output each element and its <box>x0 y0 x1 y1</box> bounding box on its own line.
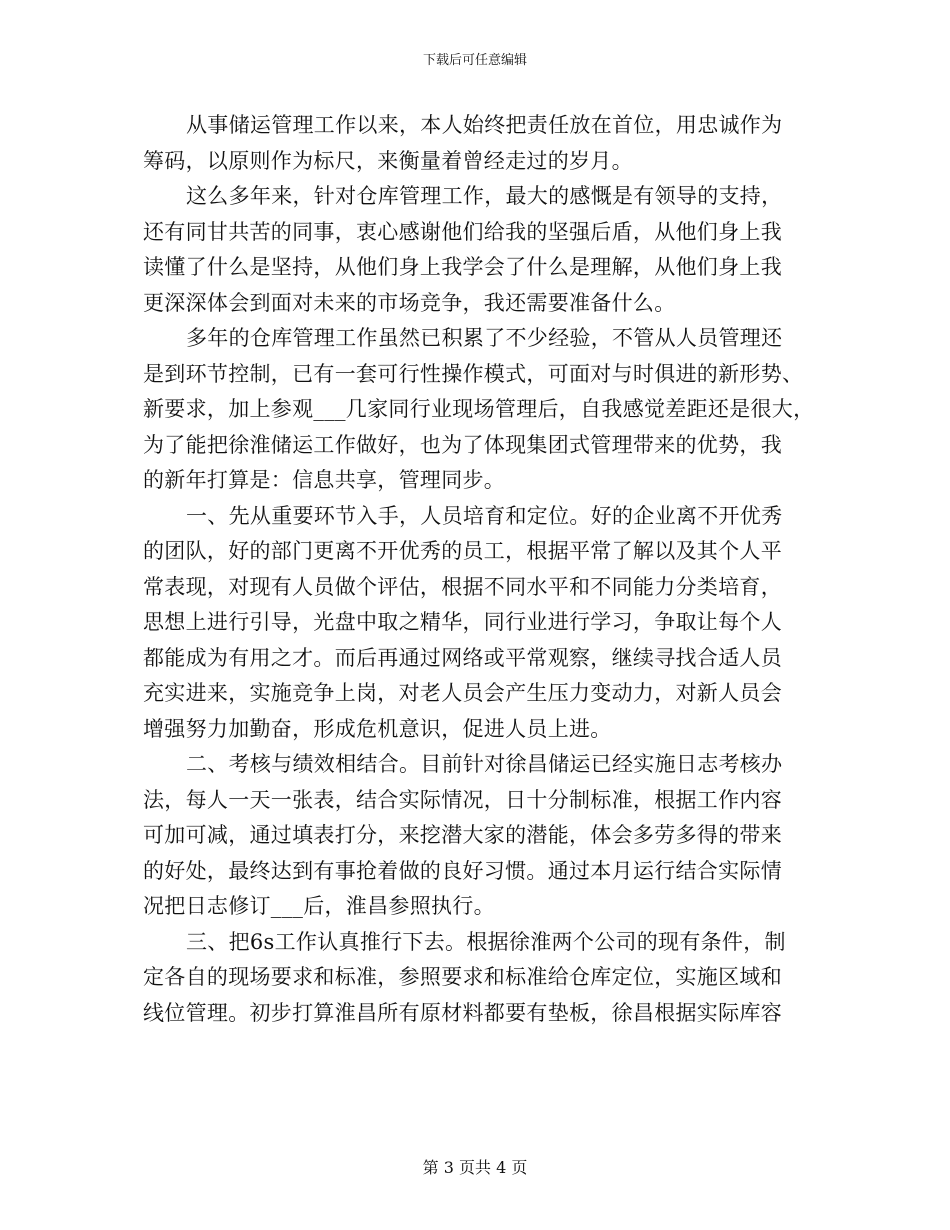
text-line: 从事储运管理工作以来，本人始终把责任放在首位，用忠诚作为 <box>186 113 783 137</box>
text-line: 更深深体会到面对未来的市场竞争，我还需要准备什么。 <box>143 290 676 315</box>
paragraph-3 <box>143 321 823 499</box>
text-line: 读懂了什么是坚持，从他们身上我学会了什么是理解，从他们身上我 <box>143 255 782 279</box>
page-header: 下载后可任意编辑 <box>422 53 527 68</box>
text-line: 线位管理。初步打算淮昌所有原材料都要有垫板，徐昌根据实际库容 <box>143 1000 782 1025</box>
text-line: 筹码，以原则作为标尺，来衡量着曾经走过的岁月。 <box>143 148 633 173</box>
text-line: 定各自的现场要求和标准，参照要求和标准给仓库定位，实施区域和 <box>143 965 782 989</box>
paragraph-6 <box>143 925 823 1032</box>
text-line: 都能成为有用之才。而后再通过网络或平常观察，继续寻找合适人员 <box>143 645 782 670</box>
text-line: 是到环节控制，已有一套可行性操作模式，可面对与时俱进的新形势、 <box>143 361 804 386</box>
text-line: 的团队，好的部门更离不开优秀的员工，根据平常了解以及其个人平 <box>143 539 782 563</box>
text-line: 多年的仓库管理工作虽然已积累了不少经验，不管从人员管理还 <box>186 326 783 350</box>
text-line: 充实进来，实施竞争上岗，对老人员会产生压力变动力，对新人员会 <box>143 681 782 705</box>
text-line: 常表现，对现有人员做个评估，根据不同水平和不同能力分类培育， <box>143 574 782 599</box>
text-line: 还有同甘共苦的同事，衷心感谢他们给我的坚强后盾，从他们身上我 <box>143 219 782 244</box>
text-line: 新要求，加上参观___几家同行业现场管理后，自我感觉差距还是很大， <box>143 397 815 421</box>
page-footer: 第 3 页共 4 页 <box>422 1158 528 1177</box>
text-line: 可加可减，通过填表打分，来挖潜大家的潜能，体会多劳多得的带来 <box>143 823 782 847</box>
text-line: 为了能把徐淮储运工作做好，也为了体现集团式管理带来的优势，我 <box>143 432 782 457</box>
text-line: 的好处，最终达到有事抢着做的良好习惯。通过本月运行结合实际情 <box>143 858 782 883</box>
text-line: 二、考核与绩效相结合。目前针对徐昌储运已经实施日志考核办 <box>186 752 783 776</box>
text-line: 况把日志修订___后，淮昌参照执行。 <box>143 894 495 918</box>
text-line: 一、先从重要环节入手，人员培育和定位。好的企业离不开优秀 <box>186 503 783 528</box>
text-line: 增强努力加勤奋，形成危机意识，促进人员上进。 <box>143 716 612 741</box>
paragraph-5 <box>143 747 823 925</box>
text-line: 思想上进行引导，光盘中取之精华，同行业进行学习，争取让每个人 <box>143 610 782 634</box>
text-line: 三、把6s工作认真推行下去。根据徐淮两个公司的现有条件，制 <box>186 929 786 954</box>
text-line: 的新年打算是：信息共享，管理同步。 <box>143 468 506 492</box>
paragraph-4 <box>143 499 823 748</box>
text-line: 法，每人一天一张表，结合实际情况，日十分制标准，根据工作内容 <box>143 787 782 812</box>
paragraph-1 <box>143 108 823 179</box>
text-line: 这么多年来，针对仓库管理工作，最大的感慨是有领导的支持， <box>186 184 783 208</box>
paragraph-2 <box>143 179 823 321</box>
document-body <box>143 108 823 1031</box>
